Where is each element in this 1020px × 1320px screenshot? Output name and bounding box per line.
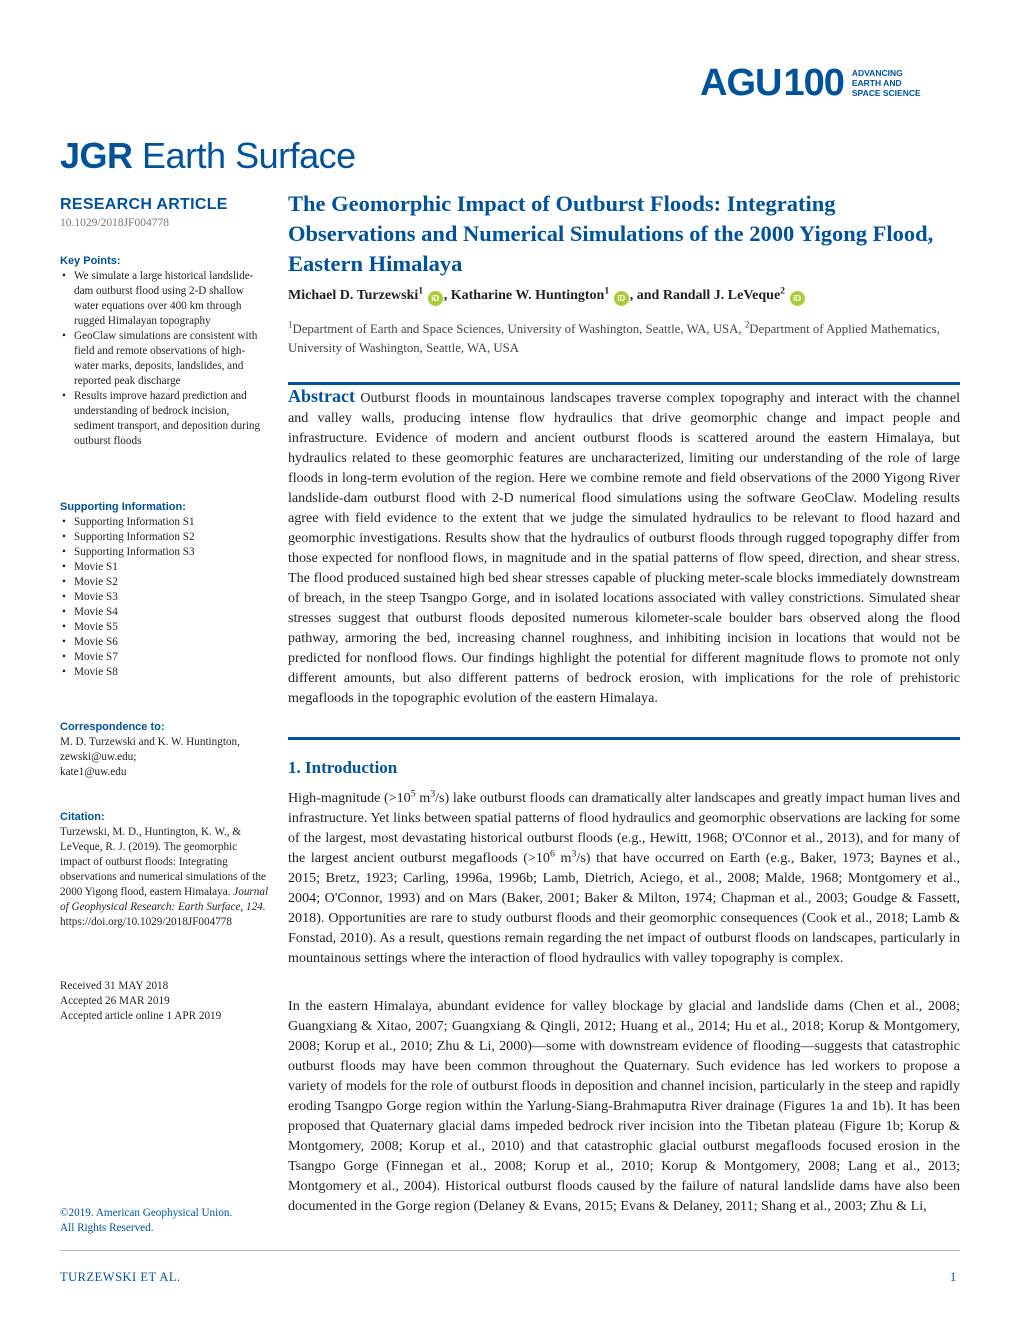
logo-tagline-line: ADVANCING	[851, 68, 903, 78]
text-run: m	[415, 790, 431, 806]
intro-paragraph	[288, 788, 960, 968]
superscript: 3	[430, 788, 436, 800]
doi[interactable]: 10.1029/2018JF004778	[60, 217, 169, 229]
author-name: Michael D. Turzewski	[288, 288, 419, 303]
affiliations	[288, 320, 968, 358]
superscript: 5	[410, 788, 416, 800]
running-head: TURZEWSKI ET AL.	[60, 1270, 181, 1284]
superscript: 3	[571, 848, 577, 860]
logo-tagline-line: EARTH AND	[851, 78, 902, 88]
affil-text: Department of Applied Mathematics, University of Washington, Seattle, WA, USA	[288, 322, 940, 355]
article-dates	[60, 979, 270, 1024]
supporting-info-heading: Supporting Information:	[60, 501, 186, 513]
author-affil-sup: 2	[780, 285, 786, 297]
abstract-divider	[288, 737, 960, 740]
logo-tagline-line: SPACE SCIENCE	[851, 88, 921, 98]
author-list	[288, 285, 806, 306]
citation-body: Turzewski, M. D., Huntington, K. W., & LeVeque, R. J. (2019). The geomorphic impact of outburst floods: Integrating observations and numerical simulations of the 2000 Yigong flood, eastern Himalaya.	[60, 826, 266, 898]
abstract-label: Abstract	[288, 386, 355, 406]
correspondence-heading: Correspondence to:	[60, 721, 165, 733]
superscript: 6	[549, 848, 555, 860]
date-accepted: Accepted 26 MAR 2019	[60, 995, 170, 1007]
copyright-line: ©2019. American Geophysical Union.	[60, 1207, 233, 1219]
orcid-icon[interactable]: iD	[614, 291, 629, 306]
journal-title	[60, 135, 356, 177]
journal-title-rest: Earth Surface	[132, 135, 356, 176]
author-name: Randall J. LeVeque	[662, 288, 781, 303]
citation-journal: Journal of Geophysical Research: Earth Surface, 124.	[60, 886, 269, 913]
citation-heading: Citation:	[60, 811, 105, 823]
correspondence-email[interactable]: kate1@uw.edu	[60, 766, 127, 778]
abstract-divider	[288, 382, 960, 385]
supporting-item[interactable]: • Movie S1	[60, 560, 270, 575]
supporting-item[interactable]: • Movie S2	[60, 575, 270, 590]
supporting-info	[60, 500, 270, 680]
logo-100: 100	[783, 62, 844, 104]
supporting-item[interactable]: • Movie S4	[60, 605, 270, 620]
supporting-item[interactable]: • Movie S7	[60, 650, 270, 665]
orcid-icon[interactable]: iD	[428, 291, 443, 306]
text-run: /s) lake outburst floods can dramatically alter landscapes and greatly impact human lives and infrastructure. Yet links between spatial patterns of flood hydraulics and geomorphic observations are lacking for some of the largest, most devastating historical outburst floods (e.g., Hewitt, 1968; O'Connor et al., 2013), and for many of the largest ancient outburst megafloods (>10	[288, 790, 960, 866]
journal-title-bold: JGR	[60, 135, 133, 176]
copyright-line: All Rights Reserved.	[60, 1222, 154, 1234]
intro-paragraph: In the eastern Himalaya, abundant evidence for valley blockage by glacial and landslide dams (Chen et al., 2008; Guangxiang & Xitao, 2007; Guangxiang & Qingli, 2012; Huang et al., 2014; Hu et al., 2018; Korup & Montgomery, 2008; Korup et al., 2010; Zhu & Li, 2000)—some with downstream evidence of flooding—suggests that catastrophic outburst floods may have been common throughout the Quaternary. Such evidence has led workers to propose a variety of models for the role of outburst floods in deposition and channel incision, particularly in the steep and rapidly eroding Tsangpo Gorge region within the Yarlung-Siang-Brahmaputra River drainage (Figures 1a and 1b). It has been proposed that Quaternary glacial dams impeded bedrock river incision into the Tibetan plateau (Figure 1b; Korup & Montgomery, 2008; Korup et al., 2010) and that catastrophic glacial outburst megafloods focused erosion in the Tsangpo Gorge (Finnegan et al., 2008; Korup et al., 2010; Korup & Montgomery, 2008; Lang et al., 2013; Montgomery et al., 2004). Historical outburst floods caused by the failure of natural landslide dams have also been documented in the Gorge region (Delaney & Evans, 2015; Evans & Delaney, 2011; Shang et al., 2003; Zhu & Li,	[288, 998, 960, 1214]
footer-divider	[60, 1250, 960, 1251]
correspondence-names: M. D. Turzewski and K. W. Huntington,	[60, 736, 240, 748]
supporting-item[interactable]: • Movie S8	[60, 665, 270, 680]
date-online: Accepted article online 1 APR 2019	[60, 1010, 222, 1022]
logo-agu: AGU	[700, 62, 782, 104]
correspondence-email[interactable]: zewski@uw.edu;	[60, 751, 137, 763]
supporting-item[interactable]: • Supporting Information S3	[60, 545, 270, 560]
author-affil-sup: 1	[604, 285, 610, 297]
affil-sup: 2	[744, 319, 750, 330]
article-type: RESEARCH ARTICLE	[60, 196, 228, 213]
page-number: 1	[950, 1270, 957, 1284]
abstract-text: Outburst floods in mountainous landscapes traverse complex topography and interact with the channel and valley walls, producing intense flow hydraulics that drive geomorphic change and impact people and infrastructure. Evidence of modern and ancient outburst floods is scattered around the eastern Himalaya, but hydraulics related to these geomorphic features are uncharacterized, limiting our understanding of the role of large floods in long-term evolution of the region. Here we combine remote and field observations of the 2000 Yigong River landslide-dam outburst flood with 2-D numerical flood simulations using the software GeoClaw. Modeling results agree with field evidence to the extent that we judge the simulated hydraulics to be relevant to flood hazard and geomorphic investigations. Results show that the hydraulics of outburst floods through rugged topography differ from those expected for nonflood flows, in magnitude and in the spatial patterns of flow speed, direction, and shear stress. The flood produced sustained high bed shear stresses capable of plucking meter-scale blocks immediately downstream of breach, in the steep Tsangpo Gorge, and in isolated locations associated with valley constrictions. Simulated shear stresses suggest that outburst floods deposited numerous kilometer-scale boulder bars observed along the flood pathway, armoring the bed, increasing channel roughness, and inhibiting incision in locations that would not be predicted for nonflood flows. Our findings highlight the potential for different magnitude flows to promote not only different amounts, but also different patterns of bedrock erosion, with implications for the role of prehistoric megafloods in the topographic evolution of the eastern Himalaya.	[288, 390, 960, 706]
copyright	[60, 1206, 232, 1236]
key-points	[60, 254, 270, 449]
abstract	[288, 386, 960, 708]
date-received: Received 31 MAY 2018	[60, 980, 169, 992]
affil-sup: 1	[288, 319, 293, 330]
supporting-item[interactable]: • Movie S5	[60, 620, 270, 635]
author-sep: , and	[629, 288, 663, 303]
article-title: The Geomorphic Impact of Outburst Floods: Integrating Observations and Numerical Simulations of the 2000 Yigong Flood, Eastern Himalaya	[288, 191, 934, 276]
citation-text	[60, 825, 270, 930]
key-point: • We simulate a large historical landslide-dam outburst flood using 2-D shallow water equations over 400 km through rugged Himalayan topography	[60, 269, 270, 329]
affil-text: Department of Earth and Space Sciences, University of Washington, Seattle, WA, USA,	[292, 322, 745, 336]
section-heading: 1. Introduction	[288, 758, 398, 777]
key-point: • GeoClaw simulations are consistent with field and remote observations of high-water marks, deposits, landslides, and reported peak discharge	[60, 329, 270, 389]
text-run: m	[554, 850, 572, 866]
citation	[60, 810, 270, 930]
supporting-item[interactable]: • Movie S3	[60, 590, 270, 605]
text-run: High-magnitude (>10	[288, 790, 411, 806]
logo-tagline	[852, 68, 921, 98]
supporting-item[interactable]: • Supporting Information S2	[60, 530, 270, 545]
author-affil-sup: 1	[418, 285, 424, 297]
supporting-item[interactable]: • Movie S6	[60, 635, 270, 650]
supporting-item[interactable]: • Supporting Information S1	[60, 515, 270, 530]
correspondence	[60, 720, 270, 780]
citation-link[interactable]: https://doi.org/10.1029/2018JF004778	[60, 916, 232, 928]
text-run: /s) that have occurred on Earth (e.g., Baker, 1973; Baynes et al., 2015; Bretz, 1923; Carling, 1996a, 1996b; Lamb, Dietrich, Aciego, et al., 2008; Malde, 1968; Montgomery et al., 2004; O'Connor, 1993) and on Mars (Baker, 2001; Baker & Milton, 1974; Chapman et al., 2003; Goudge & Fassett, 2018). Opportunities are rare to study outburst floods and their geomorphic consequences (Cook et al., 2018; Lamb & Fonstad, 2010). As a result, questions remain regarding the net impact of outburst floods on landscapes, particularly in mountainous settings where the interaction of flood hydraulics with valley topography is complex.	[288, 850, 960, 966]
agu100-logo	[700, 62, 921, 104]
key-point: • Results improve hazard prediction and understanding of bedrock incision, sediment transport, and deposition during outburst floods	[60, 389, 270, 449]
author-sep: ,	[443, 288, 451, 303]
orcid-icon[interactable]: iD	[790, 291, 805, 306]
key-points-heading: Key Points:	[60, 255, 121, 267]
author-name: Katharine W. Huntington	[450, 288, 605, 303]
